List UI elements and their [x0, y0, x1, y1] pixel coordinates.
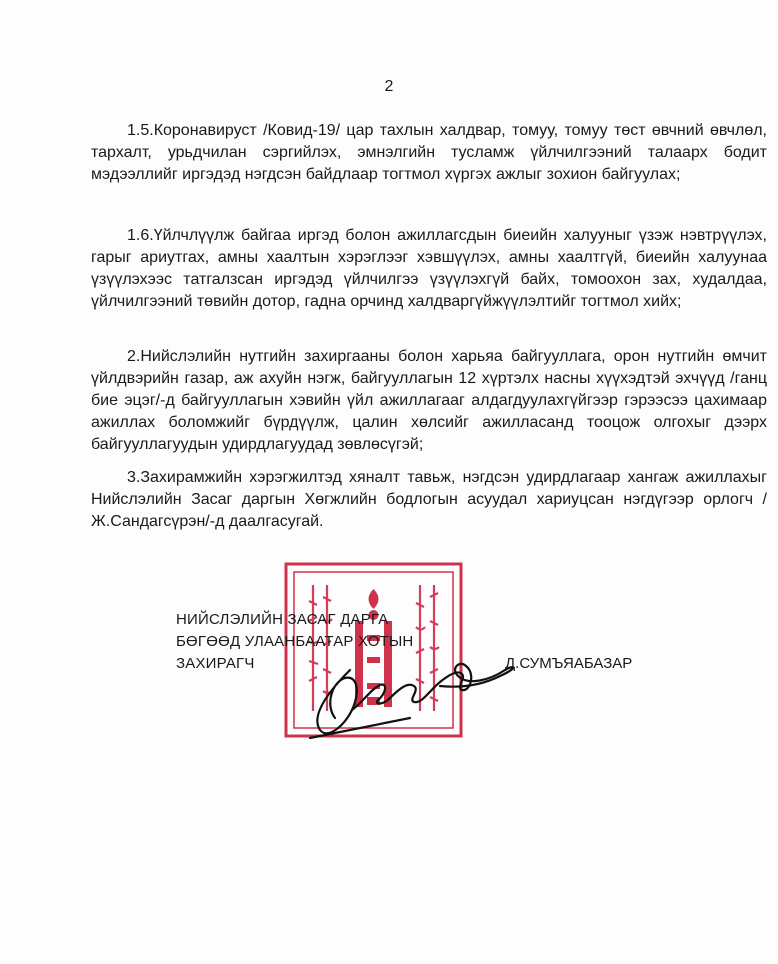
signatory-title-line-1: НИЙСЛЭЛИЙН ЗАСАГ ДАРГА: [176, 611, 389, 628]
paragraph-1-6: 1.6.Үйлчлүүлж байгаа иргэд болон ажиллагсдын биеийн халууныг үзэж нэвтрүүлэх, гарыг ариутгах, амны хаалтын хэрэглээг хэвшүүлэх, амны хаалтгүй, биеийн халуунаа үзүүлэхээс татгалзсан иргэдэд үйлчилгээ үзүүлэхгүй байх, томоохон зах, худалдаа, үйлчилгээний төвийн дотор, гадна орчинд халдваргүйжүүлэлтийг тогтмол хийх;: [91, 227, 767, 310]
handwritten-signature: [290, 630, 520, 750]
signatory-title-line-2: БӨГӨӨД УЛААНБААТАР ХОТЫН: [176, 633, 414, 650]
page-number: 2: [384, 78, 394, 95]
paragraph-1-5: 1.5.Коронавируст /Ковид-19/ цар тахлын халдвар, томуу, томуу төст өвчний өвчлөл, тархалт, урьдчилан сэргийлэх, эмнэлгийн тусламж үйлчилгээний талаарх бодит мэдээллийг иргэдэд нэгдсэн байдлаар тогтмол хүргэх ажлыг зохион байгуулах;: [91, 122, 767, 183]
signatory-title-line-3: ЗАХИРАГЧ: [176, 655, 255, 672]
paragraph-2: 2.Нийслэлийн нутгийн захиргааны болон харьяа байгууллага, орон нутгийн өмчит үйлдвэрийн газар, аж ахуйн нэгж, байгууллагын 12 хүртэлх насны хүүхэдтэй эхчүүд /ганц бие эцэг/-д байгууллагын хэвийн үйл ажиллагааг алдагдуулахгүйгээр гэрээсээ цахимаар ажиллах боломжийг бүрдүүлж, цалин хөлсийг ажилласанд тооцож олгохыг дээрх байгууллагуудын удирдлагуудад зөвлөсүгэй;: [91, 348, 767, 453]
signer-name: Д.СУМЪЯАБАЗАР: [505, 655, 633, 672]
paragraph-3: 3.Захирамжийн хэрэгжилтэд хяналт тавьж, нэгдсэн удирдлагаар хангаж ажиллахыг Нийслэлийн Засаг даргын Хөгжлийн бодлогын асуудал хариуцсан нэгдүгээр орлогч /Ж.Сандагсүрэн/-д даалгасугай.: [91, 469, 767, 530]
